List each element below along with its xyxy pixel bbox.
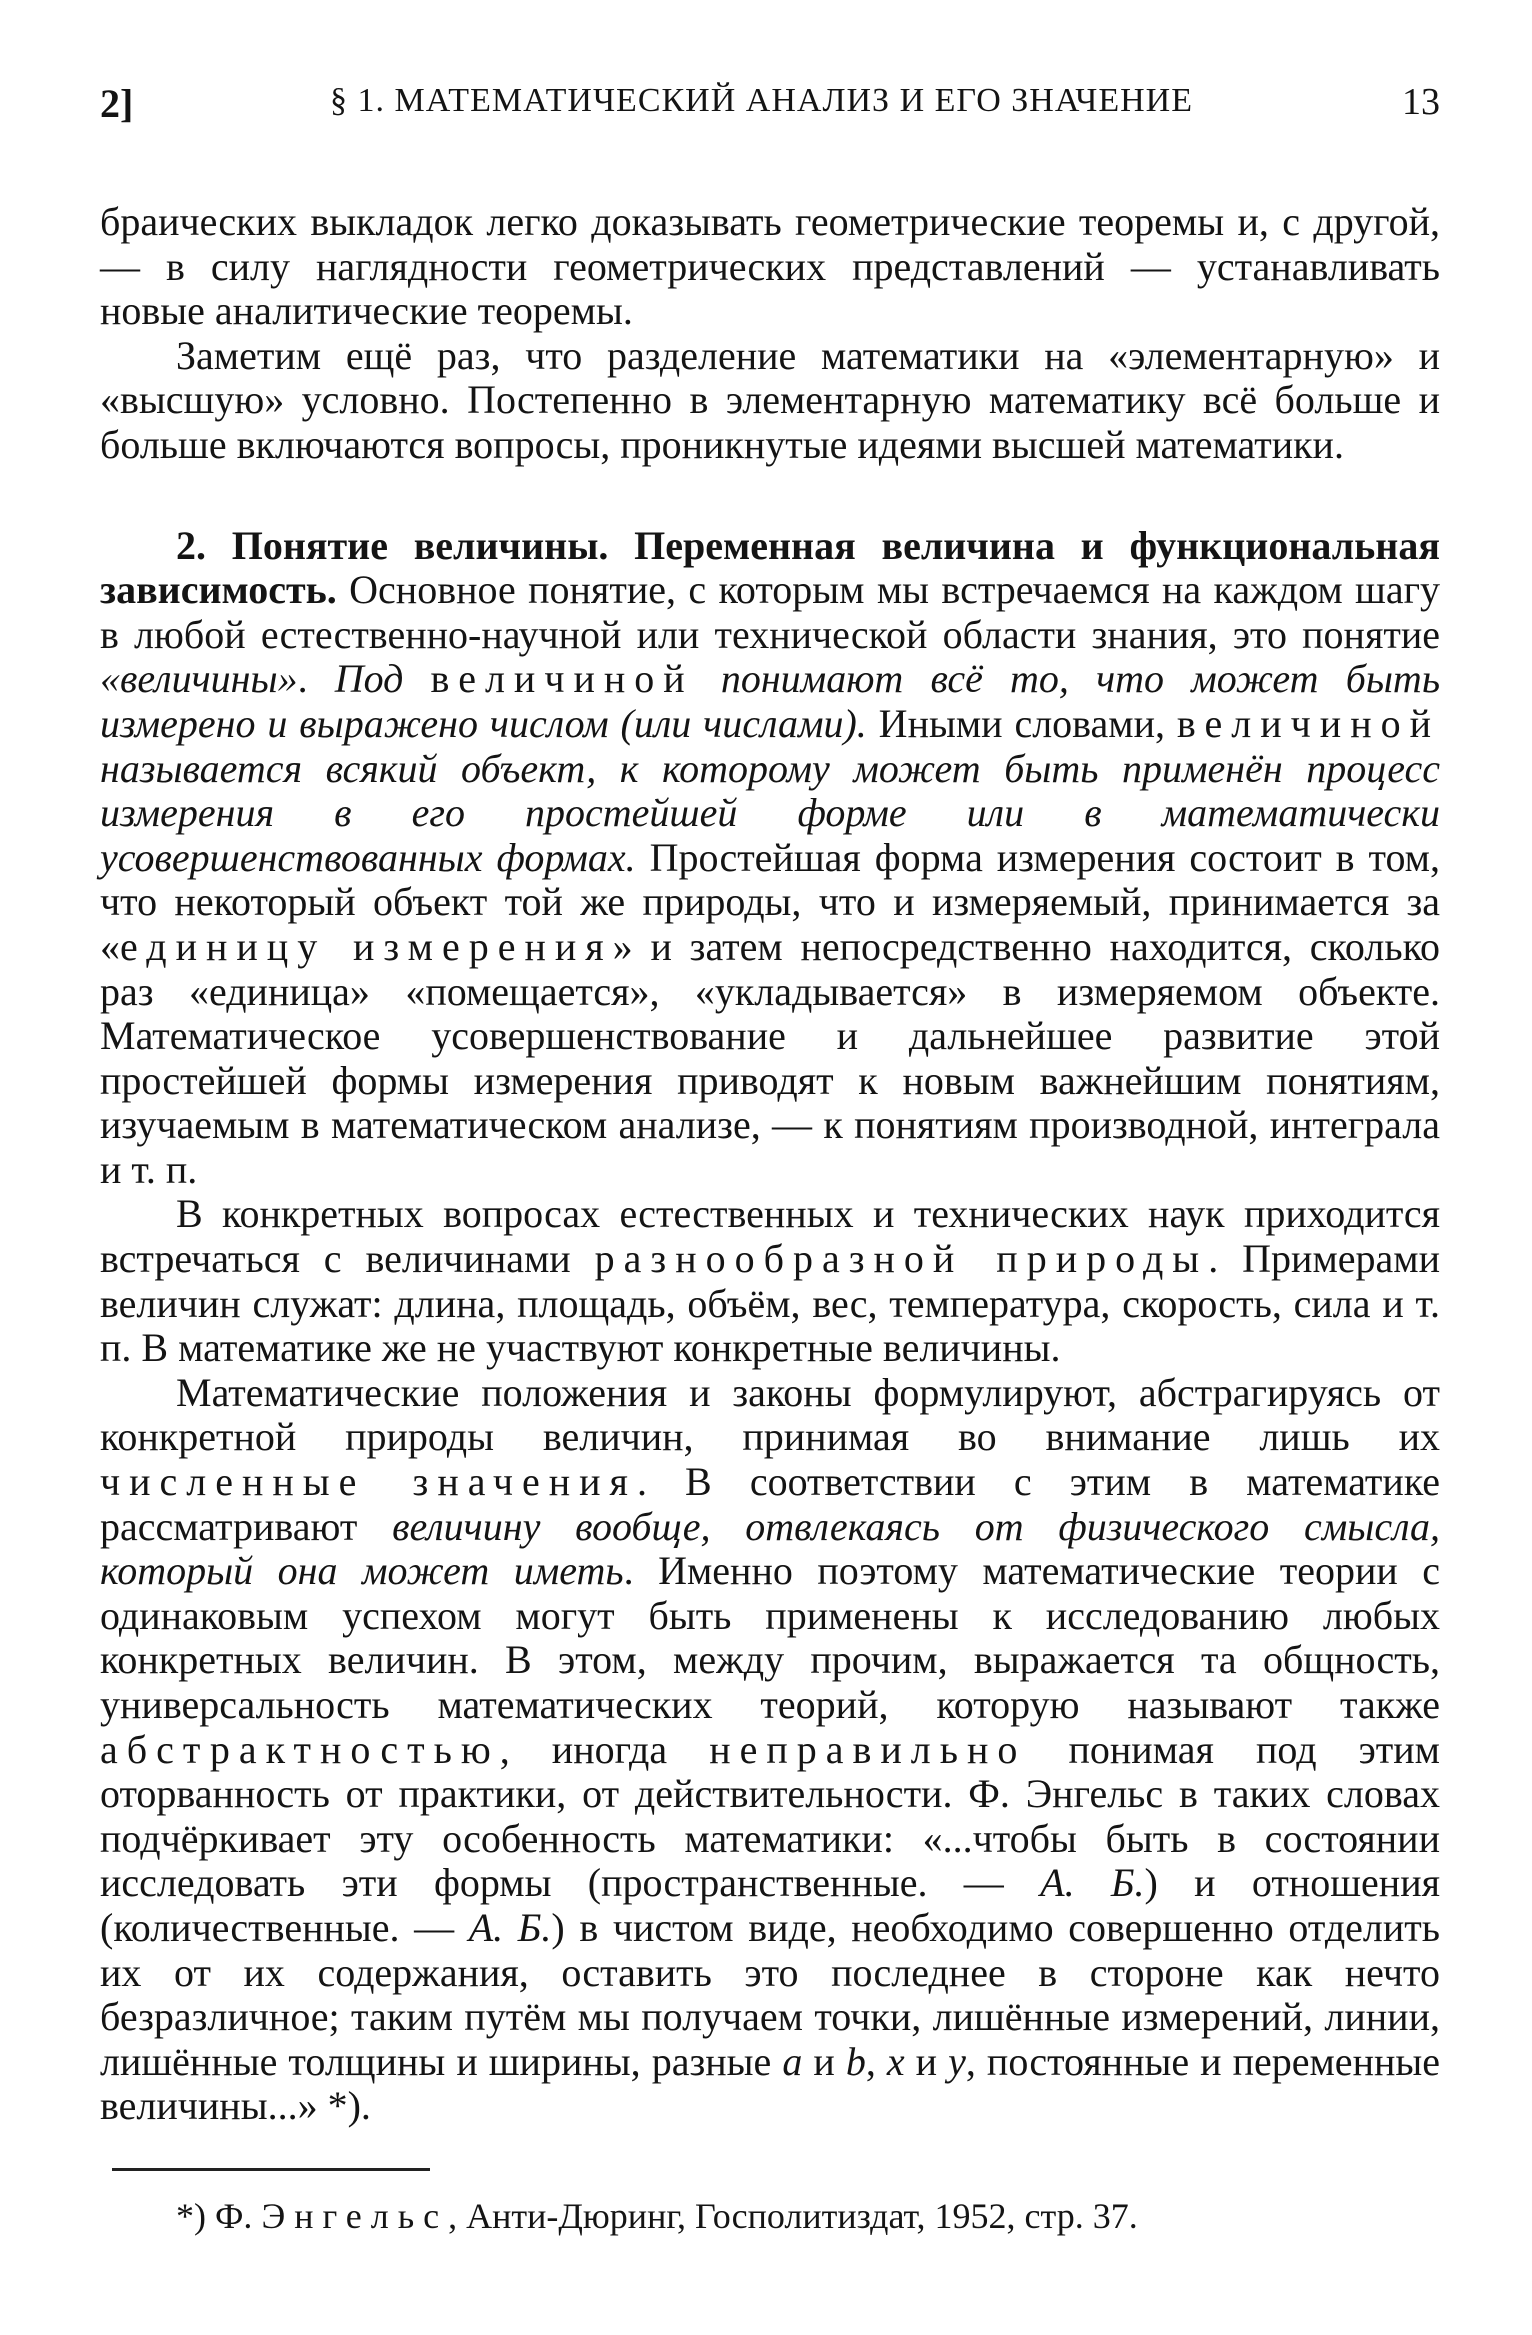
math-variable: b — [845, 2038, 866, 2084]
text-run: понимая под этим оторванность от практики, от действительности. Ф. Энгельс в таких словах подчёркивает эту особенность математики: «...чтобы быть в состоянии исследовать эти формы (пространственные. — — [100, 1726, 1440, 1906]
text-run: и — [904, 2038, 949, 2084]
spaced-run: разнообразной природы — [594, 1236, 1209, 1282]
italic-run: А. Б. — [468, 1904, 552, 1950]
spaced-run: абстрактностью — [100, 1726, 500, 1772]
text-run: Математические положения и законы формулируют, абстрагируясь от конкретной природы величин, принимая во внимание лишь их — [100, 1369, 1440, 1460]
italic-run: величину вообще, отвлекаясь от физического смысла, который она может иметь — [100, 1503, 1441, 1594]
footnote-divider — [112, 2168, 430, 2171]
paragraph-5 — [100, 1371, 1440, 2129]
text-run: и — [802, 2038, 846, 2084]
math-variable: x — [886, 2038, 905, 2084]
text-run: . Примерами величин служат: длина, площадь, объём, вес, температура, скорость, сила и т. п. В математике же не участвуют конкретные величины. — [100, 1236, 1440, 1371]
spaced-run: неправильно — [709, 1726, 1027, 1772]
text-run: , иногда — [499, 1726, 710, 1772]
text-run: Основное понятие, с которым мы встречаемся на каждом шагу в любой естественно-научной или технической области знания, это понятие — [100, 567, 1440, 657]
footnote-mark: *) Ф. — [176, 2196, 262, 2236]
text-run: В конкретных вопросах естественных и технических наук приходится встречаться с величинами — [100, 1191, 1440, 1282]
footnote-text: , Анти-Дюринг, Госполитиздат, 1952, стр. 37. — [448, 2196, 1138, 2236]
spaced-run: численные значения — [100, 1459, 637, 1505]
text-run: ) в чистом виде, необходимо совершенно отделить их от их содержания, оставить это последнее в стороне как нечто безразличное; таким путём мы получаем точки, лишённые измерений, линии, лишённые толщины и ширины, разные — [100, 1904, 1441, 2084]
text-run: Простейшая форма измерения состоит в том, что некоторый объект той же природы, что и измеряемый, принимается за « — [100, 834, 1440, 969]
footnote — [176, 2195, 1138, 2237]
text-run: . Именно поэтому математические теории с одинаковым успехом могут быть применены к исследованию любых конкретных величин. В этом, между прочим, выражается та общность, универсальность математических теорий, которую называют также — [100, 1548, 1441, 1727]
paragraph-1: браических выкладок легко доказывать геометрические теоремы и, с другой, — в силу наглядности геометрических представлений — устанавливать новые аналитические теоремы. — [100, 199, 1440, 334]
math-variable: a — [782, 2038, 803, 2084]
italic-run: А. Б. — [1040, 1860, 1145, 1906]
text-run: . В соответствии с этим в математике рассматривают — [100, 1459, 1441, 1549]
text-run: , — [865, 2038, 887, 2084]
header-title: § 1. МАТЕМАТИЧЕСКИЙ АНАЛИЗ И ЕГО ЗНАЧЕНИЕ — [330, 82, 1193, 119]
page — [100, 80, 1441, 2236]
paragraph-2: Заметим ещё раз, что разделение математики на «элементарную» и «высшую» условно. Постепенно в элементарную математику всё больше и больше включаются вопросы, проникнутые идеями высшей математики. — [100, 332, 1440, 467]
text-run: ) и отношения (количественные. — — [100, 1860, 1441, 1950]
header-section-mark: 2] — [100, 81, 134, 126]
text-run: . — [297, 656, 335, 702]
paragraph-4 — [100, 1192, 1440, 1370]
math-variable: y — [948, 2038, 966, 2084]
spaced-run: величиной — [430, 656, 694, 702]
spaced-run: величиной — [1176, 700, 1440, 746]
text-run: , постоянные и переменные величины...» *). — [100, 2038, 1441, 2129]
text-run: Иными словами, — [866, 700, 1177, 746]
italic-run: «величины» — [100, 656, 298, 702]
italic-run: называется всякий объект, к которому может быть применён процесс измерения в его простейшей форме или в математически усовершенствованных формах. — [100, 745, 1440, 880]
footnote-author: Энгельс — [261, 2196, 449, 2236]
running-header — [100, 80, 1440, 140]
italic-run: понимают всё то, что может быть измерено и выражено числом (или числами). — [100, 656, 1441, 746]
section-2-paragraph — [100, 524, 1440, 1193]
italic-run: Под — [334, 656, 431, 702]
text-run: » и затем непосредственно находится, сколько раз «единица» «помещается», «укладывается» в измеряемом объекте. Математическое усовершенствование и дальнейшее развитие этой простейшей формы измерения приводят к новым важнейшим понятиям, изучаемым в математическом анализе, — к понятиям производной, интеграла и т. п. — [100, 923, 1441, 1192]
page-number: 13 — [1402, 81, 1440, 123]
section-heading: 2. Понятие величины. Переменная величина и функциональная зависимость. — [100, 522, 1440, 613]
spaced-run: единицу измерения — [120, 923, 613, 969]
main-text — [100, 200, 1440, 2129]
